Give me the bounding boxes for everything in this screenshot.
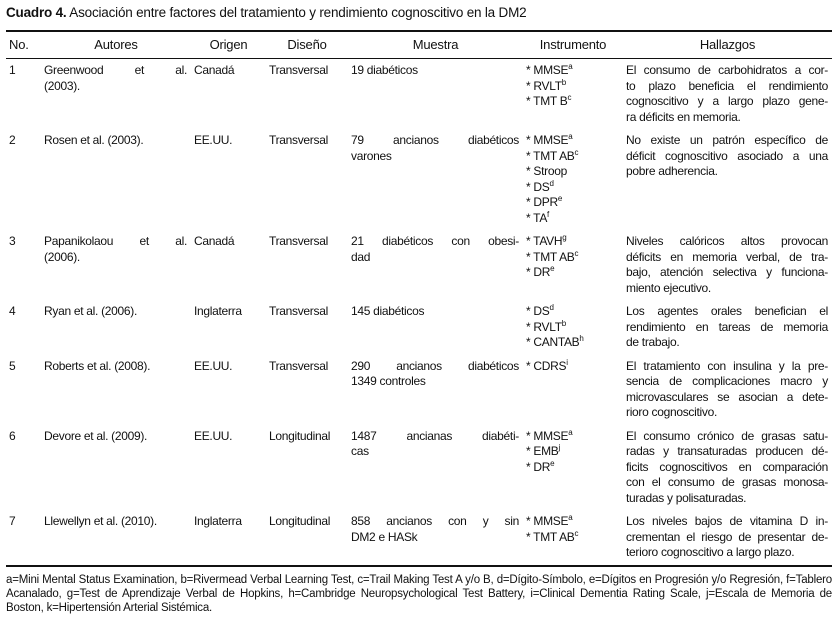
cell-origen: Inglaterra: [194, 304, 242, 318]
header-hallazgos: Hallazgos: [623, 31, 832, 59]
header-diseno: Diseño: [266, 31, 348, 59]
cell-instrumento: [523, 59, 623, 130]
instrument-item: [526, 304, 619, 320]
header-instrumento: Instrumento: [523, 31, 623, 59]
cell-line: 21 diabéticos con obesi-: [351, 234, 519, 248]
cell-line: Devore et al. (2009).: [44, 428, 148, 443]
table-row: [6, 510, 832, 566]
cell-line: Los niveles bajos de vitamina D in-: [626, 514, 828, 528]
cell-autores: [41, 300, 191, 355]
instrument-name: * DR: [526, 459, 551, 474]
footnote-line: Memoria de Boston, k=Hipertensión Arterial Sistémica.: [6, 587, 833, 614]
results-table: [6, 30, 832, 567]
cell-instrumento: [523, 129, 623, 230]
header-autores: Autores: [41, 31, 191, 59]
cell-muestra: [348, 425, 523, 511]
cell-line: El consumo de carbohidratos a cor-: [626, 63, 828, 77]
instrument-name: * TAVH: [526, 234, 563, 248]
cell-instrumento: [523, 355, 623, 425]
header-muestra: Muestra: [348, 31, 523, 59]
table-row: [6, 425, 832, 511]
instrument-name: * TMT AB: [526, 249, 575, 264]
cell-autores: [41, 230, 191, 300]
cell-line: dad: [351, 249, 371, 264]
footnote-marker: c: [574, 528, 579, 538]
cell-line: rendimiento en tareas de memoria: [626, 319, 828, 334]
instrument-name: * DR: [526, 265, 551, 279]
footnote-marker: e: [550, 264, 555, 273]
cell-line: pobre adherencia.: [626, 164, 718, 178]
footnote-marker: d: [549, 178, 554, 188]
cell-origen: Canadá: [194, 234, 235, 248]
instrument-item: [526, 335, 619, 351]
footnote-marker: g: [562, 233, 567, 242]
cell-line: Greenwood et al.: [44, 63, 187, 77]
cell-no: 7: [9, 514, 16, 528]
cell-line: 858 ancianos con y sin: [351, 514, 519, 528]
cell-muestra: [348, 300, 523, 355]
footnote-marker: e: [557, 194, 562, 203]
cell-line: 19 diabéticos: [351, 63, 418, 77]
instrument-item: [526, 530, 619, 546]
instrument-name: * DPR: [526, 195, 558, 209]
instrument-name: * EMB: [526, 444, 559, 458]
footnote-marker: a: [568, 62, 573, 71]
cell-line: Llewellyn et al. (2010).: [44, 514, 157, 528]
cell-muestra: [348, 129, 523, 230]
instrument-name: * MMSE: [526, 133, 569, 147]
cell-line: El consumo crónico de grasas satu-: [626, 428, 828, 443]
cell-muestra: [348, 59, 523, 130]
cell-hallazgos: [623, 230, 832, 300]
cell-muestra: [348, 230, 523, 300]
table-row: [6, 355, 832, 425]
cell-hallazgos: [623, 59, 832, 130]
instrument-name: * TMT AB: [526, 148, 575, 163]
cell-no: 3: [9, 234, 16, 248]
instrument-item: [526, 444, 619, 460]
cell-line: rioro cognoscitivo.: [626, 405, 718, 419]
footnote-marker: c: [574, 248, 579, 258]
cell-line: bajo, atención selectiva y funciona-: [626, 265, 828, 279]
cell-line: Papanikolaou et al.: [44, 234, 187, 248]
cell-line: déficit cognoscitivo asociado a una: [626, 148, 828, 163]
cell-diseno: Transversal: [269, 234, 328, 248]
cell-line: (2006).: [44, 249, 80, 264]
header-origen: Origen: [191, 31, 266, 59]
cell-no: 5: [9, 358, 16, 373]
cell-line: sencia de complicaciones macro y: [626, 374, 828, 388]
cell-diseno: Longitudinal: [269, 428, 331, 443]
cell-line: turadas y polisaturadas.: [626, 490, 747, 505]
footnote-marker: i: [566, 357, 568, 367]
cell-line: DM2 e HASk: [351, 529, 418, 544]
cell-muestra: [348, 355, 523, 425]
cell-diseno: Longitudinal: [269, 514, 331, 528]
cell-hallazgos: [623, 355, 832, 425]
footnote-marker: d: [549, 303, 554, 312]
cell-line: cas: [351, 444, 369, 458]
cell-line: Niveles calóricos altos provocan: [626, 234, 828, 248]
cell-autores: [41, 510, 191, 566]
instrument-name: * TMT B: [526, 94, 568, 108]
instrument-item: [526, 63, 619, 79]
instrument-item: [526, 94, 619, 110]
cell-instrumento: [523, 510, 623, 566]
cell-line: 290 ancianos diabéticos: [351, 358, 519, 373]
cell-diseno: Transversal: [269, 133, 328, 147]
cell-diseno: Transversal: [269, 358, 328, 373]
caption-label: Cuadro 4.: [6, 5, 67, 20]
cell-line: 145 diabéticos: [351, 304, 425, 318]
table-row: [6, 300, 832, 355]
footnote-line: f=Tablero Acanalado, g=Test de Aprendizaje Verbal de Hopkins, h=Cambridge Neuropsychological Test Battery, i=Clinical Dementia Rating Scale, j=Escala de: [6, 573, 832, 600]
cell-diseno: Transversal: [269, 304, 328, 318]
cell-hallazgos: [623, 300, 832, 355]
cell-line: Rosen et al. (2003).: [44, 133, 144, 147]
cell-line: Ryan et al. (2006).: [44, 304, 138, 318]
cell-no: 2: [9, 133, 16, 147]
instrument-item: [526, 79, 619, 95]
footnote-marker: f: [547, 209, 549, 219]
instrument-name: * DS: [526, 179, 550, 194]
cell-diseno: Transversal: [269, 63, 328, 77]
footnote: [6, 573, 832, 615]
cell-line: to plazo beneficia el rendimiento: [626, 78, 828, 93]
table-row: [6, 59, 832, 130]
cell-line: ficits cognoscitivos en comparación: [626, 459, 828, 474]
cell-line: radas y transaturadas producen dé-: [626, 444, 828, 458]
instrument-name: * CDRS: [526, 358, 567, 373]
cell-line: Roberts et al. (2008).: [44, 358, 151, 373]
table-caption: [6, 4, 832, 22]
footnote-marker: a: [568, 132, 573, 141]
instrument-name: * RVLT: [526, 319, 562, 334]
instrument-name: * CANTAB: [526, 335, 580, 349]
cell-origen: Inglaterra: [194, 514, 242, 528]
cell-no: 1: [9, 63, 16, 77]
cell-no: 6: [9, 428, 16, 443]
cell-line: microvasculares se asocian a dete-: [626, 389, 828, 404]
cell-line: miento ejecutivo.: [626, 280, 711, 295]
instrument-name: * MMSE: [526, 428, 569, 443]
footnote-marker: e: [550, 458, 555, 468]
instrument-item: [526, 149, 619, 165]
cell-line: crementan el riesgo de presentar de-: [626, 529, 828, 544]
header-row: [6, 31, 832, 59]
cell-line: varones: [351, 148, 392, 163]
header-no: No.: [6, 31, 41, 59]
cell-origen: Canadá: [194, 63, 235, 77]
cell-line: No existe un patrón específico de: [626, 133, 828, 147]
cell-muestra: [348, 510, 523, 566]
instrument-item: [526, 234, 619, 250]
cell-line: 79 ancianos diabéticos: [351, 133, 519, 147]
instrument-name: * Stroop: [526, 164, 567, 178]
cell-autores: [41, 425, 191, 511]
instrument-name: * DS: [526, 304, 550, 318]
instrument-name: * RVLT: [526, 78, 562, 93]
footnote-marker: j: [558, 443, 560, 452]
instrument-item: [526, 514, 619, 530]
table-row: [6, 230, 832, 300]
instrument-item: [526, 180, 619, 196]
instrument-name: * MMSE: [526, 514, 569, 528]
cell-hallazgos: [623, 425, 832, 511]
footnote-marker: h: [579, 334, 584, 343]
cell-line: 1349 controles: [351, 374, 426, 388]
instrument-name: * TMT AB: [526, 529, 575, 544]
cell-line: Los agentes orales benefician el: [626, 304, 828, 318]
instrument-item: [526, 359, 619, 375]
instrument-item: [526, 265, 619, 281]
cell-hallazgos: [623, 129, 832, 230]
table-row: [6, 129, 832, 230]
instrument-item: [526, 211, 619, 227]
instrument-name: * TA: [526, 210, 548, 225]
cell-line: 1487 ancianas diabéti-: [351, 428, 519, 443]
instrument-item: [526, 429, 619, 445]
cell-origen: EE.UU.: [194, 358, 233, 373]
footnote-marker: a: [568, 513, 573, 522]
caption-text: Asociación entre factores del tratamiento y rendimiento cognoscitivo en la DM2: [69, 5, 527, 20]
cell-autores: [41, 355, 191, 425]
footnote-marker: b: [561, 318, 566, 328]
cell-line: (2003).: [44, 78, 80, 93]
cell-instrumento: [523, 425, 623, 511]
cell-line: de trabajo.: [626, 335, 680, 349]
cell-line: déficits en memoria verbal, de tra-: [626, 249, 828, 264]
cell-line: cognoscitivo y a largo plazo gene-: [626, 94, 828, 108]
cell-autores: [41, 59, 191, 130]
footnote-marker: a: [568, 427, 573, 437]
footnote-marker: c: [567, 93, 572, 102]
instrument-item: [526, 320, 619, 336]
instrument-item: [526, 133, 619, 149]
cell-autores: [41, 129, 191, 230]
cell-hallazgos: [623, 510, 832, 566]
cell-line: terioro cognoscitivo a largo plazo.: [626, 545, 795, 559]
cell-line: El tratamiento con insulina y la pre-: [626, 358, 828, 373]
instrument-name: * MMSE: [526, 63, 569, 77]
cell-origen: EE.UU.: [194, 133, 233, 147]
cell-line: con el consumo de grasas monosa-: [626, 475, 828, 489]
cell-no: 4: [9, 304, 16, 318]
footnote-marker: c: [574, 147, 579, 157]
cell-instrumento: [523, 230, 623, 300]
table-body: [6, 59, 832, 566]
cell-instrumento: [523, 300, 623, 355]
instrument-item: [526, 164, 619, 180]
instrument-item: [526, 460, 619, 476]
instrument-item: [526, 195, 619, 211]
footnote-line: a=Mini Mental Status Examination, b=Rivermead Verbal Learning Test, c=Trail Making Test A y/o B, d=Dígito-Símbolo, e=Dígitos en Progresión y/o Regresión,: [6, 573, 783, 586]
instrument-item: [526, 250, 619, 266]
cell-line: ra déficits en memoria.: [626, 109, 741, 124]
footnote-marker: b: [561, 77, 566, 87]
cell-origen: EE.UU.: [194, 428, 233, 443]
